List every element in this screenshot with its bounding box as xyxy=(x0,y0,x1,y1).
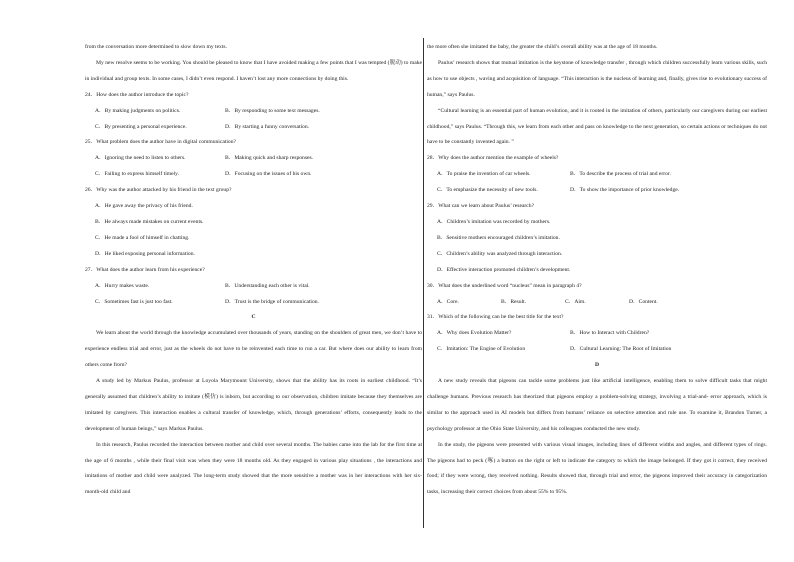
question-24 xyxy=(85,88,422,136)
section-heading-c: C xyxy=(251,314,256,321)
question-stem: 30．What does the underlined word “nucleus” mean in paragraph 4? xyxy=(427,282,582,289)
question-25 xyxy=(85,135,422,183)
option-c: C．Sometimes fast is just too fast. xyxy=(95,298,173,305)
option-b: B．He always made mistakes on current events. xyxy=(95,218,204,225)
question-26 xyxy=(85,183,422,263)
question-29 xyxy=(427,199,767,279)
question-stem: 29．What can we learn about Paulus’ research? xyxy=(427,203,535,210)
question-27 xyxy=(85,263,422,311)
option-a: A．Children’s imitation was recorded by mothers. xyxy=(437,218,551,225)
paragraph: “Cultural learning is an essential part of human evolution, and it is rooted in the imitation of others, particularly our caregivers during our earliest childhood,” says Paulus. “Through this, we learn from each other and pass on knowledge to the next generation, so certain actions or techniques do not have to be constantly invented again. ” xyxy=(427,107,767,146)
option-c: C．By presenting a personal experience. xyxy=(95,123,187,130)
option-b: B．To describe the process of trial and error. xyxy=(570,171,671,178)
paragraph: We learn about the world through the knowledge accumulated over thousands of years, standing on the shoulders of great men, we don’t have to experience endless trial and error, just as the wheels do not have to be reinvented each time to run a car. But where does our ability to learn from others come from? xyxy=(85,330,422,369)
option-c: C．Imitation: The Engine of Evolution xyxy=(437,346,526,353)
question-28 xyxy=(427,151,767,199)
paragraph: A new study reveals that pigeons can tackle some problems just like artificial intelligence, enabling them to solve difficult tasks that might challenge humans. Previous research has theorized that pigeons employ a problem-solving strategy, involving a trial-and- error approach, which is similar to the approach used in AI models but differs from humans’ reliance on selective attention and rule use. To examine it, Brandon Turner, a psychology professor at the Ohio State University, and his colleagues conducted the new study. xyxy=(427,378,767,432)
option-a: A．Core. xyxy=(437,298,459,305)
option-d: D．To show the importance of prior knowledge. xyxy=(570,187,680,194)
question-30 xyxy=(427,279,767,311)
paragraph: from the conversation more determined to slow down my texts. xyxy=(85,44,227,50)
option-d: D．He liked exposing personal information. xyxy=(95,250,195,257)
question-31 xyxy=(427,310,767,358)
paragraph: Paulus’ research shows that mutual imitation is the keystone of knowledge transfer , through which children successfully learn various skills, such as how to use objects , waving and acquisition of language. “This interaction is the nucleus of learning and, finally, gives rise to evolutionary success of human,” says Paulus. xyxy=(427,59,767,98)
option-c: C．Aim. xyxy=(565,298,586,305)
option-a: A．Hurry makes waste. xyxy=(95,282,150,289)
option-b: B．How to Interact with Children? xyxy=(570,330,650,337)
option-d: D．Cultural Learning: The Root of Imitation xyxy=(570,346,672,353)
question-stem: 26．Why was the author attacked by his friend in the text group? xyxy=(85,187,232,194)
paragraph: the more often she imitated the baby, the greater the child’s overall ability was at the age of 18 months. xyxy=(427,44,658,50)
option-b: B．By responding to some text messages. xyxy=(225,107,320,114)
question-stem: 25．What problem does the author have in digital communication? xyxy=(85,139,236,146)
option-b: B．Result. xyxy=(501,298,527,305)
option-b: B．Understanding each other is vital. xyxy=(225,282,310,289)
left-column xyxy=(85,40,422,501)
option-b: B．Sensitive mothers encouraged children’s imitation. xyxy=(437,234,560,241)
option-c: C．To emphasize the necessity of new tools. xyxy=(437,187,538,194)
question-stem: 27．What does the author learn from his experience? xyxy=(85,266,205,273)
paragraph: A study led by Markus Paulus, professor at Loyola Marymount University, shows that the ability has its roots in earliest childhood. “It’s generally assumed that children’s ability to imitate (模仿) is inborn, but according to our observation, children imitate because they themselves are imitated by caregivers. This interaction enables a cultural transfer of knowledge, which, through generations’ efforts, consequently leads to the development of human beings,” says Markus Paulus. xyxy=(85,378,422,432)
option-b: B．Making quick and sharp responses. xyxy=(225,155,314,162)
option-c: C．Failing to express himself timely. xyxy=(95,171,180,178)
option-d: D．By starting a funny conversation. xyxy=(225,123,310,130)
section-heading-d: D xyxy=(594,362,600,369)
option-c: C．He made a fool of himself in chatting. xyxy=(95,234,190,241)
question-stem: 31．Which of the following can be the best title for the text? xyxy=(427,314,564,321)
option-d: D．Focusing on the issues of his own. xyxy=(225,171,312,178)
right-column xyxy=(427,40,767,501)
option-a: A．Why does Evolution Matter? xyxy=(437,330,512,337)
option-d: D．Content. xyxy=(629,298,658,305)
option-d: D．Trust is the bridge of communication. xyxy=(225,298,319,305)
paragraph: In the study, the pigeons were presented with various visual images, including lines of different widths and angles, and different types of rings. The pigeons had to peck (啄) a button on the right or left to indicate the category to which the image belonged. If they got it correct, they received food; if they were wrong, they received nothing. Results showed that, through trial and error, the pigeons improved their accuracy in categorization tasks, increasing their correct choices from about 55% to 95%. xyxy=(427,441,767,496)
option-a: A．Ignoring the need to listen to others. xyxy=(95,155,186,162)
column-divider xyxy=(423,38,424,528)
paragraph: My new resolve seems to be working. You should be pleased to know that I have avoided making a few points that I was tempted (脱动) to make in individual and group texts. In some cases, I didn’t even respond. I haven’t lost any more connections by doing this. xyxy=(85,59,422,82)
option-a: A．By making judgments on politics. xyxy=(95,107,181,114)
option-c: C．Children’s ability was analyzed through interaction. xyxy=(437,250,563,257)
paragraph: In this research, Paulus recorded the interaction between mother and child over several months. The babies came into the lab for the first time at the age of 6 months , while their final visit was when they were 18 months old. As they engaged in various play situations , the interactions and imitations of mother and child were analyzed. The long-term study showed that the more sensitive a mother was in her interactions with her six- month-old child and xyxy=(85,441,422,496)
option-a: A．To praise the invention of car wheels. xyxy=(437,171,531,178)
question-stem: 24．How does the author introduce the topic? xyxy=(85,91,189,98)
option-d: D．Effective interaction promoted children’s development. xyxy=(437,266,571,273)
question-stem: 28．Why does the author mention the example of wheels? xyxy=(427,155,559,162)
option-a: A．He gave away the privacy of his friend. xyxy=(95,203,193,210)
